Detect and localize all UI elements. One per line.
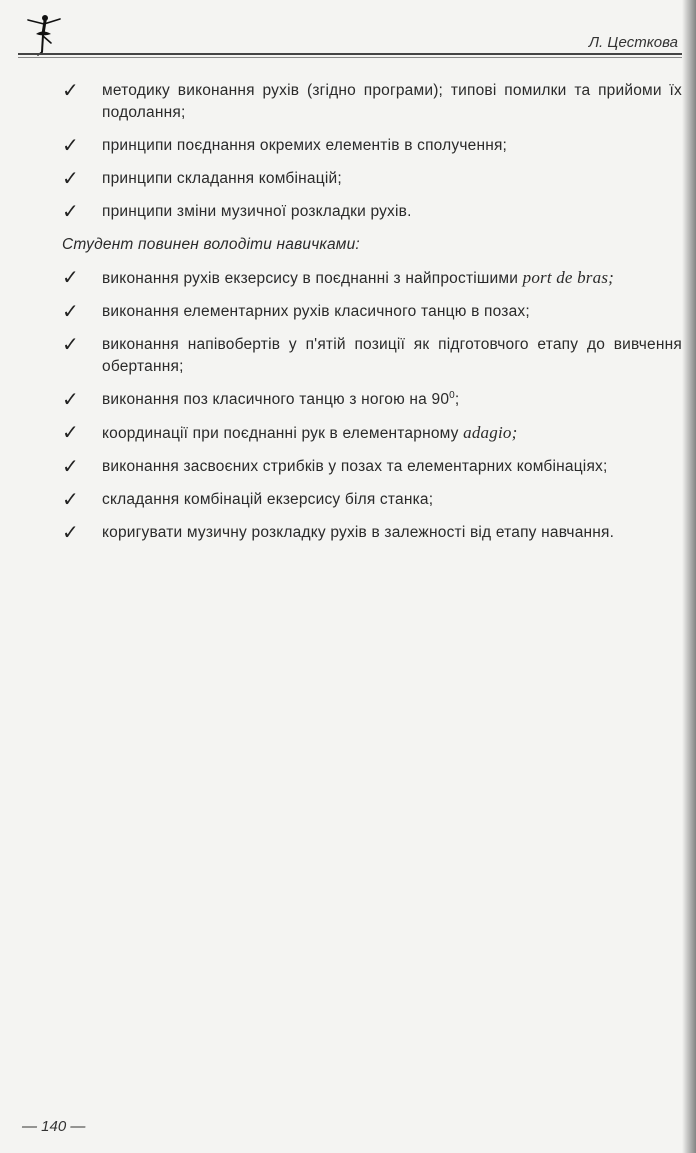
author-name: Л. Цесткова <box>588 34 678 51</box>
ballerina-icon <box>24 12 64 56</box>
list-item <box>62 301 682 323</box>
page-header <box>18 10 682 58</box>
list-item <box>62 522 682 544</box>
list-item <box>62 80 682 124</box>
list-item-text: виконання засвоєних стрибків у позах та елементарних комбінаціях; <box>102 458 608 475</box>
checkmark-icon: ✓ <box>62 166 79 190</box>
list-item-text: виконання елементарних рухів класичного танцю в позах; <box>102 303 530 320</box>
list-item-end: ; <box>454 391 460 408</box>
list-item <box>62 168 682 190</box>
header-rule-thick <box>18 53 682 55</box>
term-port-de-bras: port de bras; <box>522 268 615 287</box>
list-item-text: коригувати музичну розкладку рухів в залежності від етапу навчання. <box>102 524 615 541</box>
list-item-text: координації при поєднанні рук в елементарному <box>102 425 464 442</box>
list-item <box>62 267 682 290</box>
list-item-text: принципи зміни музичної розкладки рухів. <box>102 203 412 220</box>
skills-list <box>62 267 682 544</box>
list-item-text: виконання рухів екзерсису в поєднанні з найпростішими <box>102 270 523 287</box>
checkmark-icon: ✓ <box>62 199 79 223</box>
checkmark-icon: ✓ <box>62 78 79 102</box>
checkmark-icon: ✓ <box>62 332 79 356</box>
page-edge-shadow <box>682 0 696 1153</box>
checkmark-icon: ✓ <box>62 265 79 289</box>
list-item-text: виконання поз класичного танцю з ногою на 90 <box>102 391 450 408</box>
checkmark-icon: ✓ <box>62 420 79 444</box>
list-item <box>62 201 682 223</box>
list-item <box>62 422 682 445</box>
checkmark-icon: ✓ <box>62 454 79 478</box>
list-item-text: виконання напівобертів у п'ятій позиції як підготовчого етапу до вивчення обертання; <box>102 336 682 375</box>
checkmark-icon: ✓ <box>62 387 79 411</box>
checkmark-icon: ✓ <box>62 299 79 323</box>
list-item-text: принципи складання комбінацій; <box>102 170 342 187</box>
degree-superscript: 0 <box>449 389 455 401</box>
knowledge-list <box>62 80 682 223</box>
list-item-text: складання комбінацій екзерсису біля станка; <box>102 491 434 508</box>
checkmark-icon: ✓ <box>62 133 79 157</box>
list-item <box>62 389 682 411</box>
list-item-text: принципи поєднання окремих елементів в сполучення; <box>102 137 508 154</box>
page-content <box>62 80 682 555</box>
page-number: — 140 — <box>22 1118 86 1135</box>
term-adagio: adagio; <box>463 423 518 442</box>
list-item <box>62 334 682 378</box>
list-item <box>62 456 682 478</box>
list-item-text: методику виконання рухів (згідно програми); типові помилки та прийоми їх подолання; <box>102 82 682 121</box>
list-item <box>62 489 682 511</box>
list-item <box>62 135 682 157</box>
checkmark-icon: ✓ <box>62 487 79 511</box>
section-heading: Студент повинен володіти навичками: <box>62 236 360 253</box>
header-rule-thin <box>18 57 682 58</box>
checkmark-icon: ✓ <box>62 520 79 544</box>
